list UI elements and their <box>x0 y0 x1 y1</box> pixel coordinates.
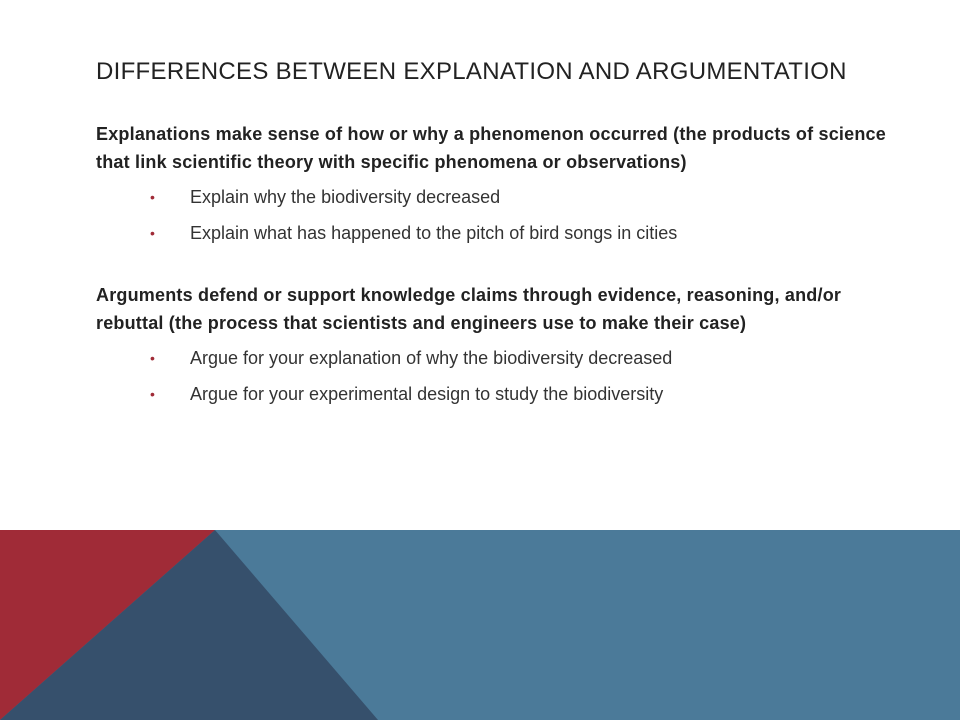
bullet-item <box>96 219 886 247</box>
explanation-paragraph: Explanations make sense of how or why a phenomenon occurred (the products of science that link scientific theory with specific phenomena or observations) <box>96 124 886 172</box>
slide-content <box>96 120 886 416</box>
explanation-bullets <box>96 183 886 247</box>
bullet-item <box>96 344 886 372</box>
argumentation-section <box>96 281 886 408</box>
bullet-text: Argue for your explanation of why the biodiversity decreased <box>190 348 673 368</box>
bullet-marker: • <box>150 386 155 402</box>
argumentation-bullets <box>96 344 886 408</box>
bullet-marker: • <box>150 189 155 205</box>
bullet-text: Explain why the biodiversity decreased <box>190 187 501 207</box>
bullet-item <box>96 380 886 408</box>
decorative-footer-band <box>0 530 960 720</box>
bullet-text: Argue for your experimental design to study the biodiversity <box>190 384 664 404</box>
argumentation-paragraph: Arguments defend or support knowledge claims through evidence, reasoning, and/or rebuttal (the process that scientists and engineers use to make their case) <box>96 285 842 333</box>
bullet-marker: • <box>150 225 155 241</box>
slide-title: DIFFERENCES BETWEEN EXPLANATION AND ARGUMENTATION <box>96 58 847 85</box>
explanation-section <box>96 120 886 247</box>
bullet-text: Explain what has happened to the pitch of bird songs in cities <box>190 223 678 243</box>
bullet-item <box>96 183 886 211</box>
bullet-marker: • <box>150 350 155 366</box>
